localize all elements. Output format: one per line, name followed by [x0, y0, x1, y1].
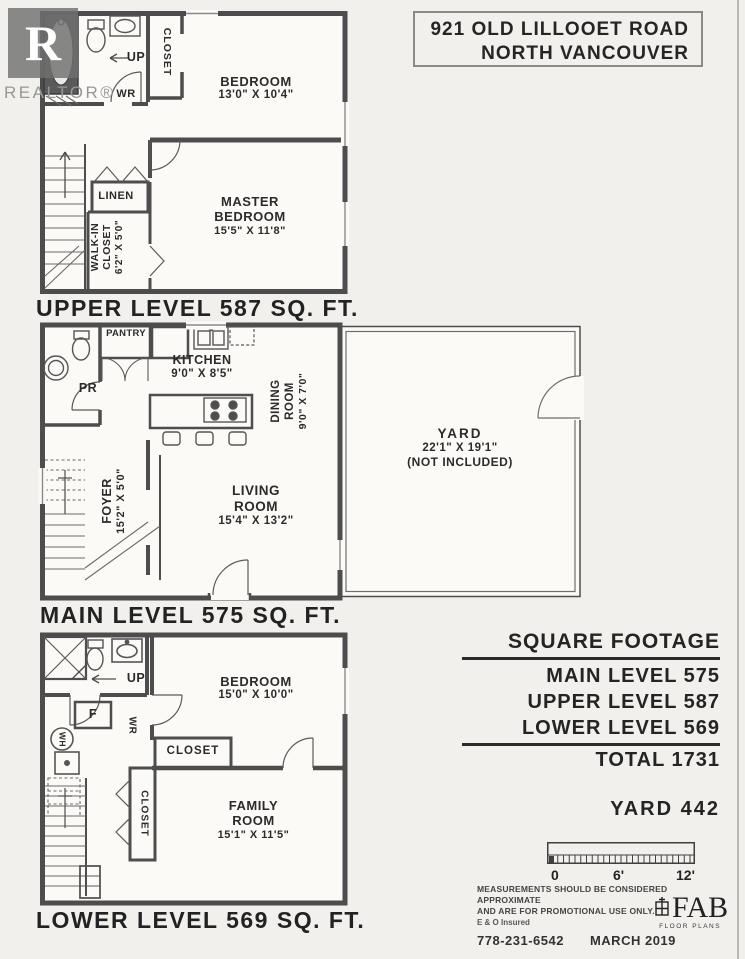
room-label-upper-bedroom: BEDROOM 13'0" X 10'4"	[218, 74, 294, 102]
disclaimer-line2: AND ARE FOR PROMOTIONAL USE ONLY.	[477, 906, 655, 916]
plan-date: MARCH 2019	[589, 933, 676, 948]
upper-level-plan	[36, 6, 352, 298]
room-label-hall-closet: CLOSET	[166, 745, 220, 757]
room-label-living: LIVING ROOM 15'4" X 13'2"	[218, 483, 294, 527]
room-label-family: FAMILY ROOM 15'1" X 11'5"	[217, 798, 290, 841]
scale-bar	[547, 842, 695, 865]
room-label-linen: LINEN	[98, 190, 134, 202]
room-label-yard: YARD 22'1" X 19'1" (NOT INCLUDED)	[407, 426, 513, 470]
room-label-pantry: PANTRY	[106, 328, 146, 339]
room-label-foyer: FOYER 15'2" X 5'0"	[100, 468, 127, 534]
fab-logo-icon	[652, 895, 672, 921]
room-label-master-bedroom: MASTER BEDROOM 15'5" X 11'8"	[214, 194, 286, 237]
room-label-tall-closet: CLOSET	[138, 790, 150, 837]
scale-label-0: 0	[551, 867, 559, 883]
summary-row-lower: LOWER LEVEL 569	[462, 715, 720, 746]
phone-date-row	[477, 933, 727, 948]
realtor-logo-r: R	[24, 15, 62, 71]
summary-yard: YARD 442	[610, 798, 720, 820]
fab-floorplans-logo	[652, 893, 728, 930]
label-water-heater: WH	[57, 731, 68, 748]
scale-label-12: 12'	[676, 867, 695, 883]
fab-subtitle: FLOOR PLANS	[659, 923, 722, 930]
label-upper-wr: WR	[116, 88, 136, 100]
main-level-title: MAIN LEVEL 575 SQ. FT.	[40, 602, 341, 628]
summary-row-upper: UPPER LEVEL 587	[527, 691, 720, 713]
label-lower-wr: WR	[126, 716, 138, 735]
lower-windows	[341, 668, 349, 714]
insured-line: E & O Insured	[477, 918, 530, 927]
disclaimer-line1: MEASUREMENTS SHOULD BE CONSIDERED APPROXIMATE	[477, 884, 668, 905]
room-label-walkin-closet: WALK-IN CLOSET 6'2" X 5'0"	[89, 219, 125, 275]
address-box	[413, 11, 703, 67]
label-upper-up: UP	[126, 50, 146, 64]
square-footage-summary	[462, 630, 720, 821]
label-furnace: F	[88, 707, 98, 721]
phone-number: 778-231-6542	[477, 933, 564, 948]
realtor-logo	[8, 8, 78, 78]
room-label-upper-closet: CLOSET	[161, 27, 173, 77]
room-label-pr: PR	[78, 381, 98, 395]
scale-label-6: 6'	[613, 867, 625, 883]
realtor-wordmark: REALTOR®	[4, 83, 116, 102]
summary-row-main: MAIN LEVEL 575	[546, 665, 720, 687]
room-label-kitchen: KITCHEN 9'0" X 8'5"	[171, 353, 233, 380]
summary-heading: SQUARE FOOTAGE	[462, 630, 720, 660]
fab-name: FAB	[672, 891, 729, 924]
lower-level-title: LOWER LEVEL 569 SQ. FT.	[36, 907, 366, 933]
lower-level-plan	[36, 628, 352, 910]
label-lower-up: UP	[126, 671, 146, 685]
room-label-lower-bedroom: BEDROOM 15'0" X 10'0"	[218, 674, 294, 702]
scan-edge-line	[737, 0, 739, 959]
summary-total: TOTAL 1731	[595, 749, 720, 771]
upper-level-title: UPPER LEVEL 587 SQ. FT.	[36, 295, 359, 321]
address-line2: NORTH VANCOUVER	[481, 42, 689, 64]
address-line1: 921 OLD LILLOOET ROAD	[430, 19, 689, 40]
room-label-dining: DINING ROOM 9'0" X 7'0"	[270, 372, 310, 430]
